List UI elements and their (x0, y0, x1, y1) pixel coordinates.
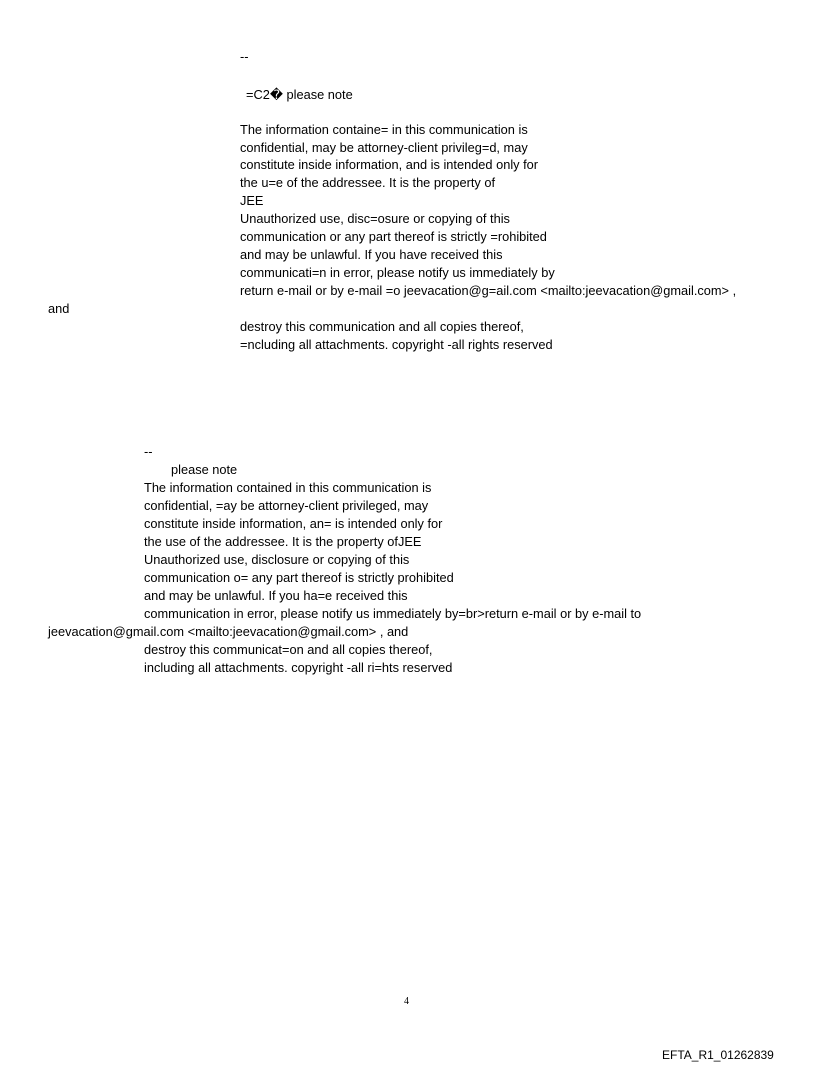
page-number: 4 (404, 996, 409, 1007)
notice-2-line: Unauthorized use, disclosure or copying of this (144, 552, 410, 567)
notice-1-line: communication or any part thereof is strictly =rohibited (240, 229, 547, 244)
please-note-1: =C2� please note (246, 87, 353, 102)
separator-2: -- (144, 444, 153, 459)
notice-1-line: =ncluding all attachments. copyright -all rights reserved (240, 337, 553, 352)
notice-2-line: destroy this communicat=on and all copies thereof, (144, 642, 433, 657)
notice-1-line: communicati=n in error, please notify us immediately by (240, 265, 555, 280)
notice-2-line: and may be unlawful. If you ha=e received this (144, 588, 408, 603)
document-id: EFTA_R1_01262839 (662, 1048, 774, 1062)
notice-2-line: communication in error, please notify us immediately by=br>return e-mail or by e-mail to (144, 606, 642, 621)
notice-1-line: the u=e of the addressee. It is the property of (240, 175, 496, 190)
notice-1-line: confidential, may be attorney-client privileg=d, may (240, 140, 528, 155)
please-note-2: please note (171, 462, 238, 477)
notice-1-line: Unauthorized use, disc=osure or copying of this (240, 211, 510, 226)
notice-1-and: and (48, 301, 70, 316)
notice-1-line: The information containe= in this communication is (240, 122, 528, 137)
notice-2-line: including all attachments. copyright -all ri=hts reserved (144, 660, 453, 675)
notice-1-line: return e-mail or by e-mail =o jeevacation@g=ail.com <mailto:jeevacation@gmail.com> , (240, 283, 737, 298)
notice-2-line: The information contained in this communication is (144, 480, 432, 495)
notice-2-line: confidential, =ay be attorney-client privileged, may (144, 498, 429, 513)
separator-1: -- (240, 49, 249, 64)
notice-2-line: the use of the addressee. It is the property ofJEE (144, 534, 422, 549)
notice-1-line: constitute inside information, and is intended only for (240, 157, 539, 172)
notice-2-email-line: jeevacation@gmail.com <mailto:jeevacation@gmail.com> , and (48, 624, 409, 639)
notice-2-line: constitute inside information, an= is intended only for (144, 516, 443, 531)
notice-1-line: destroy this communication and all copies thereof, (240, 319, 524, 334)
notice-1-line: JEE (240, 193, 264, 208)
notice-2-line: communication o= any part thereof is strictly prohibited (144, 570, 454, 585)
notice-1-line: and may be unlawful. If you have received this (240, 247, 503, 262)
